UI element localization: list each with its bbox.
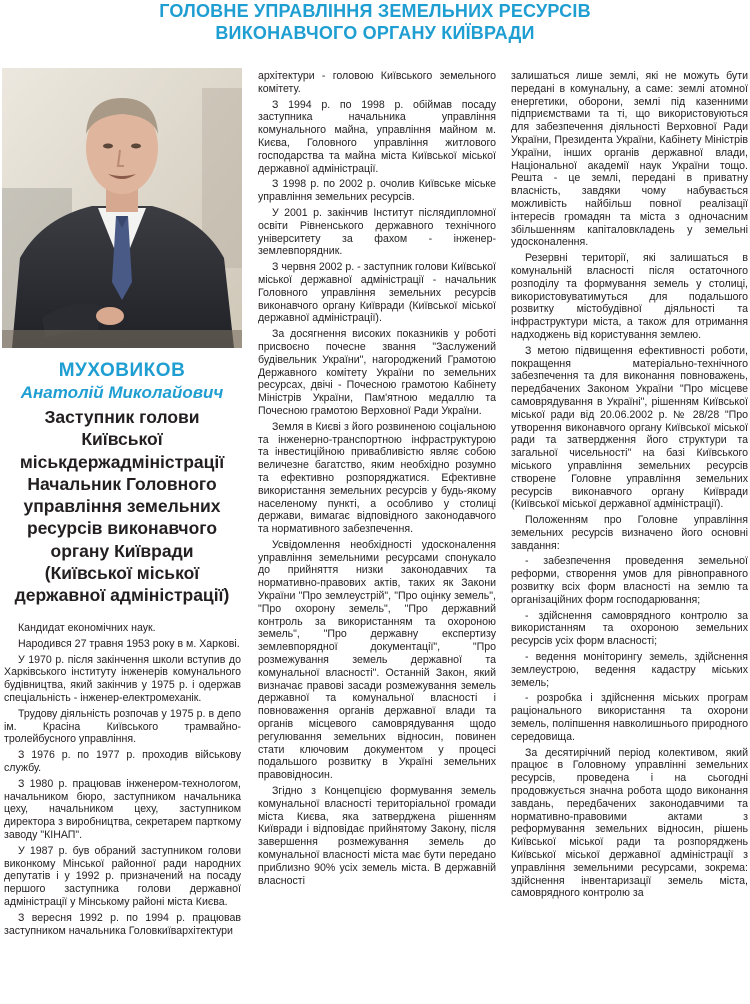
paragraph: - здійснення самоврядного контролю за використанням та охороною земельних ресурсів усіх форм власності; <box>511 609 748 648</box>
paragraph: архітектури - головою Київського земельного комітету. <box>258 70 496 95</box>
text-column-3 <box>511 70 748 1004</box>
profile-block <box>0 360 244 607</box>
paragraph: залишаться лише землі, які не можуть бути передані в комунальну, а саме: землі атомної енергетики, оборони, землі під казенними підприємствами та ті, що використовуються для забезпечення діяльності Верховної Ради України, Президента України, Кабінету Міністрів України, інших органів державної влади, Національної академії наук України тощо. Решта - це землі, передані в приватну власність, завдяки чому набувається можливість найбільш повної реалізації інтересів громадян та міста з одночасним збільшенням капіталовкладень у земельні удосконалення. <box>511 70 748 249</box>
paragraph: Резервні території, які залишаться в комунальній власності після остаточного розподілу та формування земель у столиці, використовуватимуться для подальшого розвитку містобудівної діяльності та інфраструктури міста, а також для отримання надходжень від користування землею. <box>511 252 748 341</box>
position-line: ресурсів виконавчого <box>26 518 218 539</box>
position-line: управління земельних <box>23 496 221 517</box>
position-line: органу Київради <box>50 540 194 561</box>
paragraph: З 1994 р. по 1998 р. обіймав посаду заступника начальника управління комунального майна, управління майном м. Києва, Головного управління житлового господарства та майна міста Київської міської державної адміністрації. <box>258 98 496 175</box>
paragraph: За досягнення високих показників у роботі присвоєно почесне звання "Заслужений будівельник України", нагороджений Грамотою Державного комітету України по земельних ресурсах, двічі - Почесною грамотою Кабінету Міністрів України, Пам'ятною медаллю та Почесною грамотою Верховної Ради України. <box>258 328 496 417</box>
header-line-1: ГОЛОВНЕ УПРАВЛІННЯ ЗЕМЕЛЬНИХ РЕСУРСІВ <box>159 1 591 21</box>
paragraph: У 1970 р. після закінчення школи вступив до Харківського інституту інженерів комунального будівництва, який закінчив у 1975 р. і одержав спеціальність - інженер-електромеханік. <box>4 653 241 704</box>
position-line: Начальник Головного <box>27 473 217 494</box>
position-line: Заступник голови <box>44 407 200 427</box>
paragraph: Усвідомлення необхідності удосконалення управління земельними ресурсами спонукало до прийняття низки законодавчих та нормативно-правових актів, таких як Закони України "Про землеустрій", "Про оцінку земель", "Про охорону земель", "Про державний контроль за використанням та охороною земель", "Про державну експертизу землевпорядної документації", "Про розмежування земель державної та комунальної власності". Останній Закон, який визначає правові засади розмежування земель державної та комунальної власності і повноваження органів державної влади та органів місцевого самоврядування щодо регулювання земельних відносин, повинен стати ключовим документом у процесі подальшого розвитку в Україні земельних правовідносин. <box>258 538 496 782</box>
paragraph: З вересня 1992 р. по 1994 р. працював заступником начальника Головкиївархітектури <box>4 911 241 937</box>
paragraph: За десятирічний період колективом, який працює в Головному управлінні земельних ресурсів, проведена і на сьогодні продовжується значна робота щодо виконання завдань, передбачених законодавчими та нормативно-правовими актами з реформування земельних відносин, рішень Київської міської ради та розпоряджень Київської міської державної адміністрації з управління земельними ресурсами, зокрема: здійснення інвентаризації земель міста, самоврядного контролю за <box>511 746 748 900</box>
position-line: державної адміністрації) <box>14 585 230 606</box>
paragraph: З метою підвищення ефективності роботи, покращення матеріально-технічного забезпечення та для виконання повноважень, передбачених Законом України "Про місцеве самоврядування в Україні", рішенням Київської міської ради від 20.06.2002 р. № 28/28 "Про утворення виконавчого органу Київської міської ради та затвердження його структури та загальної чисельності" на базі Київського міського управління земельних ресурсів створене Головне управління земельних ресурсів виконавчого органу Київради (Київської міської державної адміністрації). <box>511 344 748 511</box>
page-header <box>0 0 750 52</box>
paragraph: З 1998 р. по 2002 р. очолив Київське міське управління земельних ресурсів. <box>258 178 496 204</box>
position-line: міськдержадміністрації <box>19 451 225 472</box>
position-line: Київської <box>81 429 163 450</box>
paragraph: - забезпечення проведення земельної реформи, створення умов для рівноправного розвитку всіх форм власності на землю та організаційних форм господарювання; <box>511 555 748 606</box>
paragraph: Народився 27 травня 1953 року в м. Харкові. <box>18 637 240 650</box>
paragraph: З 1980 р. працював інженером-технологом, начальником бюро, заступником начальника цеху, начальником цеху, заступником директора з виробництва, секретарем парткому заводу "КІНАП". <box>4 777 241 841</box>
paragraph: Кандидат економічних наук. <box>18 622 156 634</box>
person-surname: МУХОВИКОВ <box>58 360 186 381</box>
paragraph: У 1987 р. був обраний заступником голови виконкому Мінської районної ради народних депутатів і у 1992 р. призначений на посаду першого заступника голови державної адміністрації у Мінському районі міста Києва. <box>4 844 241 908</box>
portrait-photo <box>2 68 242 348</box>
portrait-illustration <box>2 68 242 348</box>
text-column-1 <box>4 622 241 1004</box>
paragraph: - ведення моніторингу земель, здійснення землеустрою, ведення кадастру міських земель; <box>511 651 748 689</box>
paragraph: Згідно з Концепцією формування земель комунальної власності територіальної громади міста Києва, яка затверджена рішенням Київради і відповідає прийнятому Закону, після завершення розмежування земель до комунальної власності міста має бути передано приблизно 90% усіх земель міста. В державній власності <box>258 785 496 887</box>
text-column-2 <box>258 70 496 1004</box>
person-position <box>0 406 244 607</box>
person-given-names: Анатолій Миколайович <box>20 383 224 402</box>
paragraph: - розробка і здійснення міських програм раціонального використання та охорони земель, поліпшення навколишнього природного середовища. <box>511 692 748 743</box>
paragraph: З 1976 р. по 1977 р. проходив військову службу. <box>4 749 241 774</box>
position-line: (Київської міської <box>44 563 200 584</box>
paragraph: З червня 2002 р. - заступник голови Київської міської державної адміністрації - начальник Головного управління земельних ресурсів виконавчого органу Київради (Київської міської державної адміністрації). <box>258 261 496 325</box>
paragraph: Трудову діяльність розпочав у 1975 р. в депо ім. Красіна Київського трамвайно-тролейбусного управління. <box>4 707 241 746</box>
paragraph: У 2001 р. закінчив Інститут післядипломної освіти Рівненського державного технічного університету за фахом - інженер-землевпорядник. <box>258 206 496 258</box>
header-line-2: ВИКОНАВЧОГО ОРГАНУ КИЇВРАДИ <box>215 23 535 43</box>
paragraph: Земля в Києві з його розвиненою соціальною та інженерно-транспортною інфраструктурою та інвестиційною привабливістю являє собою величезне багатство, яким необхідно розумно та ефективно розпоряджатися. Ефективне використання земельних ресурсів у будь-якому населеному пункті, а особливо у столиці держави, вимагає відповідного законодавчого та нормативного забезпечення. <box>258 420 496 536</box>
paragraph: Положенням про Головне управління земельних ресурсів визначено його основні завдання: <box>511 514 748 552</box>
